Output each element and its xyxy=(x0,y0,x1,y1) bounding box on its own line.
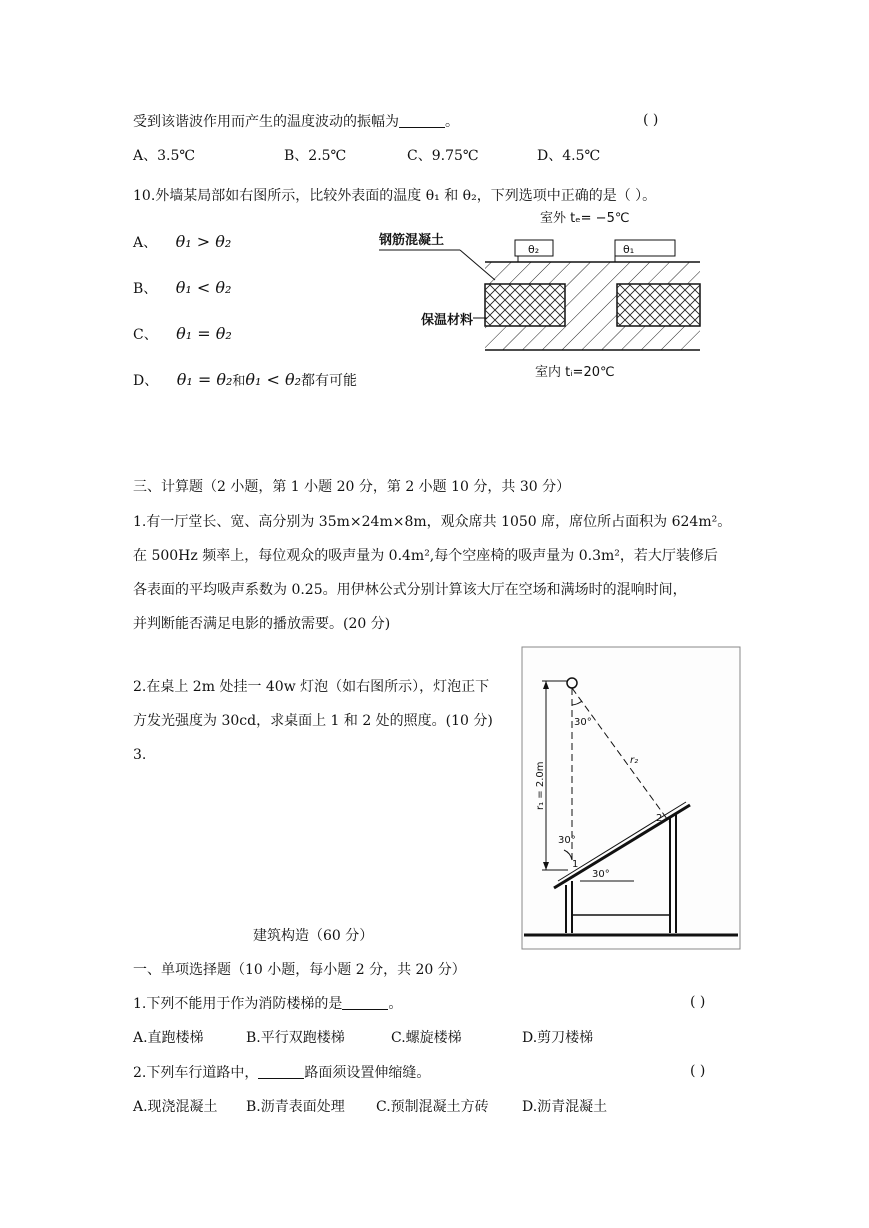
q10-option-b[interactable]: B、 θ₁ < θ₂ xyxy=(133,278,232,297)
theta1-label: θ₁ xyxy=(623,243,635,256)
angle-top-label: 30° xyxy=(574,717,592,728)
point-2-label: 2 xyxy=(656,813,663,824)
p2-q2-option-a[interactable]: A.现浇混凝土 xyxy=(133,1099,218,1115)
section3-header: 三、计算题（2 小题，第 1 小题 20 分，第 2 小题 10 分，共 30 分） xyxy=(133,479,571,495)
p2-q1-option-c[interactable]: C.螺旋楼梯 xyxy=(391,1030,462,1046)
q10-option-a[interactable]: A、 θ₁ > θ₂ xyxy=(133,232,232,251)
q9-stem: 受到该谐波作用而产生的温度波动的振幅为 。 xyxy=(133,114,459,130)
p2-q1-option-b[interactable]: B.平行双跑楼梯 xyxy=(246,1030,345,1046)
p2-q2-stem: 2.下列车行道路中， 路面须设置伸缩缝。 xyxy=(133,1065,431,1081)
calc1-line: 并判断能否满足电影的播放需要。(20 分) xyxy=(133,616,391,632)
p2-q2-option-c[interactable]: C.预制混凝土方砖 xyxy=(376,1099,489,1115)
concrete-label: 钢筋混凝土 xyxy=(379,233,445,248)
q9-option-d[interactable]: D、4.5℃ xyxy=(537,148,601,164)
calc1-line: 在 500Hz 频率上，每位观众的吸声量为 0.4m²,每个空座椅的吸声量为 0.3m²，若大厅装修后 xyxy=(133,548,718,564)
height-label: r₁ = 2.0m xyxy=(535,761,546,810)
insulation-label: 保温材料 xyxy=(421,313,474,328)
answer-paren[interactable]: ( ) xyxy=(690,994,706,1010)
angle-left-label: 30° xyxy=(558,835,576,846)
calc1-line: 各表面的平均吸声系数为 0.25。用伊林公式分别计算该大厅在空场和满场时的混响时间， xyxy=(133,582,687,598)
q9-option-a[interactable]: A、3.5℃ xyxy=(133,148,196,164)
point-1-label: 1 xyxy=(572,859,579,870)
calc2-line: 3. xyxy=(133,747,147,763)
part2-title: 建筑构造（60 分） xyxy=(253,928,374,944)
answer-blank[interactable] xyxy=(399,113,445,128)
p2-q2-option-d[interactable]: D.沥青混凝土 xyxy=(522,1099,608,1115)
q9-option-c[interactable]: C、9.75℃ xyxy=(407,148,479,164)
p2-q1-stem: 1.下列不能用于作为消防楼梯的是 。 xyxy=(133,996,403,1012)
q10-stem: 10.外墙某局部如右图所示，比较外表面的温度 θ₁ 和 θ₂，下列选项中正确的是（ ）。 xyxy=(133,188,657,204)
lamp-table-figure xyxy=(510,645,742,953)
p2-q1-option-a[interactable]: A.直跑楼梯 xyxy=(133,1030,204,1046)
theta2-label: θ₂ xyxy=(528,243,540,256)
part2-section-header: 一、单项选择题（10 小题，每小题 2 分，共 20 分） xyxy=(133,962,466,978)
calc2-line: 方发光强度为 30cd，求桌面上 1 和 2 处的照度。(10 分) xyxy=(133,713,493,729)
p2-q1-option-d[interactable]: D.剪刀楼梯 xyxy=(522,1030,594,1046)
answer-blank[interactable] xyxy=(342,995,388,1010)
calc2-line: 2.在桌上 2m 处挂一 40w 灯泡（如右图所示），灯泡正下 xyxy=(133,679,490,695)
answer-paren[interactable]: ( ) xyxy=(690,1063,706,1079)
angle-table-label: 30° xyxy=(592,869,610,880)
answer-paren[interactable]: ( ) xyxy=(643,112,659,128)
q10-option-c[interactable]: C、 θ₁ = θ₂ xyxy=(133,324,232,343)
calc1-line: 1.有一厅堂长、宽、高分别为 35m×24m×8m，观众席共 1050 席，席位所占面积为 624m²。 xyxy=(133,514,732,530)
inside-temp-label: 室内 tᵢ=20℃ xyxy=(535,365,615,380)
q9-option-b[interactable]: B、2.5℃ xyxy=(284,148,347,164)
r2-label: r₂ xyxy=(630,755,639,766)
q10-option-d[interactable]: D、 θ₁ = θ₂和θ₁ < θ₂都有可能 xyxy=(133,370,358,389)
wall-section-figure xyxy=(375,200,715,385)
answer-blank[interactable] xyxy=(258,1064,304,1079)
outside-temp-label: 室外 tₑ= −5℃ xyxy=(540,211,630,226)
p2-q2-option-b[interactable]: B.沥青表面处理 xyxy=(246,1099,345,1115)
